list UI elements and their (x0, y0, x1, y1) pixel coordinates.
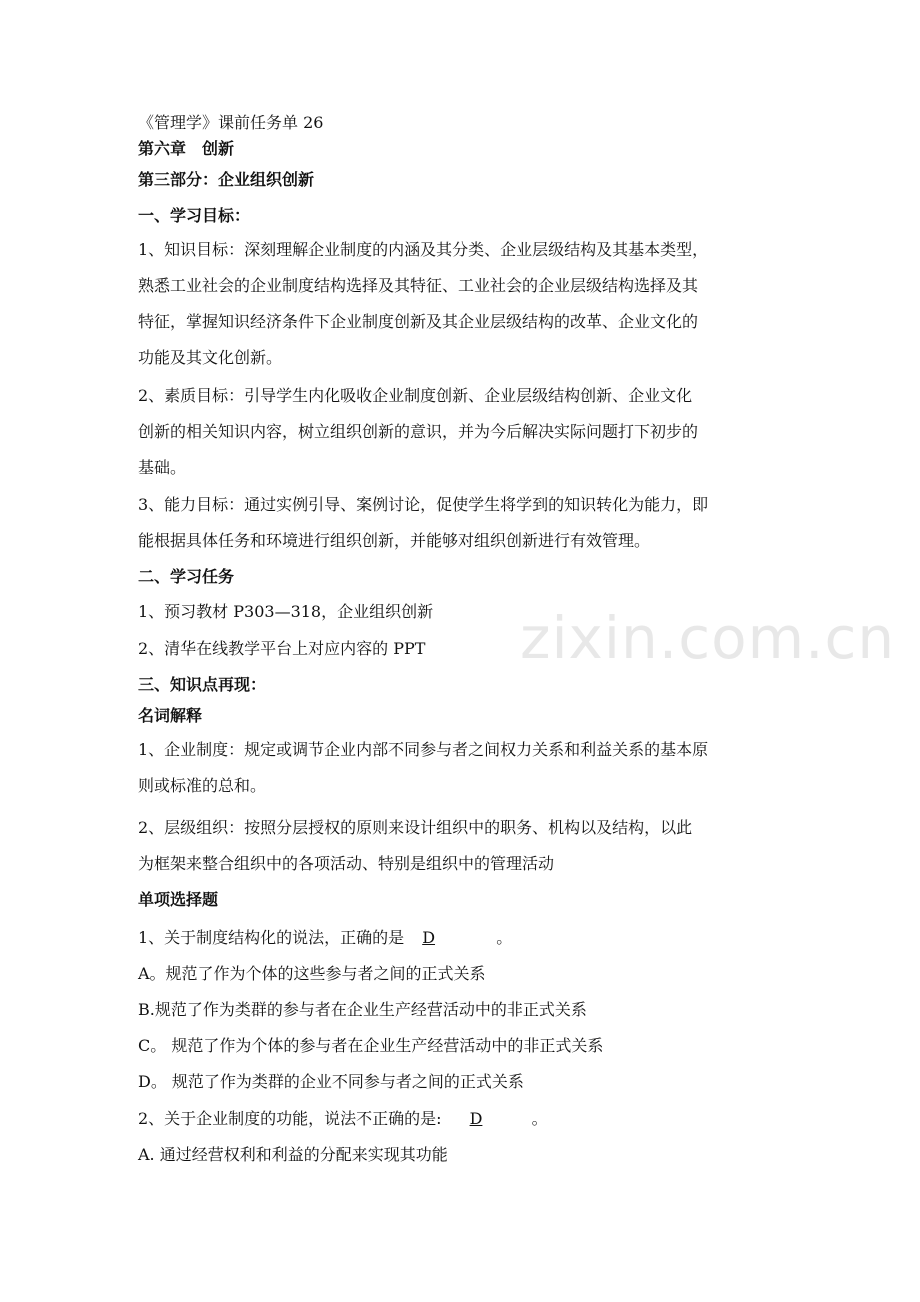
question-2-answer: D (469, 1109, 483, 1128)
objective-1-line: 熟悉工业社会的企业制度结构选择及其特征、工业社会的企业层级结构选择及其 (138, 276, 699, 295)
question-1-answer: D (422, 928, 436, 947)
term-2-line: 2、层级组织：按照分层授权的原则来设计组织中的职务、机构以及结构，以此 (138, 818, 693, 837)
question-1-end: 。 (496, 928, 513, 947)
task-item: 1、预习教材 P303—318，企业组织创新 (138, 602, 434, 621)
objectives-heading: 一、学习目标： (138, 206, 251, 225)
objective-2-line: 2、素质目标：引导学生内化吸收企业制度创新、企业层级结构创新、企业文化 (138, 386, 693, 405)
objective-1-line: 1、知识目标：深刻理解企业制度的内涵及其分类、企业层级结构及其基本类型， (138, 240, 709, 259)
term-1-line: 则或标准的总和。 (138, 776, 267, 795)
task-item: 2、清华在线教学平台上对应内容的 PPT (138, 639, 426, 658)
term-1-line: 1、企业制度：规定或调节企业内部不同参与者之间权力关系和利益关系的基本原 (138, 740, 709, 759)
objective-3-line: 能根据具体任务和环境进行组织创新，并能够对组织创新进行有效管理。 (138, 531, 651, 550)
watermark: zixin.com.cn (520, 604, 896, 672)
question-1 (138, 928, 512, 948)
question-2-stem: 2、关于企业制度的功能，说法不正确的是: (138, 1109, 442, 1128)
objective-3-line: 3、能力目标：通过实例引导、案例讨论，促使学生将学到的知识转化为能力，即 (138, 495, 709, 514)
question-1-option: A。规范了作为个体的这些参与者之间的正式关系 (138, 964, 486, 983)
question-2 (138, 1109, 548, 1129)
part-heading: 第三部分：企业组织创新 (138, 170, 315, 189)
objective-1-line: 特征，掌握知识经济条件下企业制度创新及其企业层级结构的改革、企业文化的 (138, 312, 699, 331)
objective-1-line: 功能及其文化创新。 (138, 348, 283, 367)
knowledge-heading: 三、知识点再现： (138, 675, 267, 694)
question-1-option: B.规范了作为类群的参与者在企业生产经营活动中的非正式关系 (138, 1000, 587, 1019)
question-1-stem: 1、关于制度结构化的说法，正确的是 (138, 928, 405, 947)
objective-2-line: 基础。 (138, 458, 187, 477)
tasks-heading: 二、学习任务 (138, 567, 235, 586)
question-1-option: D。 规范了作为类群的企业不同参与者之间的正式关系 (138, 1072, 524, 1091)
chapter-heading: 第六章 创新 (138, 139, 235, 158)
question-1-option: C。 规范了作为个体的参与者在企业生产经营活动中的非正式关系 (138, 1036, 604, 1055)
choice-heading: 单项选择题 (138, 890, 219, 909)
terms-heading: 名词解释 (138, 706, 203, 725)
question-2-end: 。 (531, 1109, 548, 1128)
document-title: 《管理学》课前任务单 26 (138, 113, 324, 132)
question-2-option: A. 通过经营权利和利益的分配来实现其功能 (138, 1145, 448, 1164)
term-2-line: 为框架来整合组织中的各项活动、特别是组织中的管理活动 (138, 854, 555, 873)
objective-2-line: 创新的相关知识内容，树立组织创新的意识，并为今后解决实际问题打下初步的 (138, 422, 699, 441)
